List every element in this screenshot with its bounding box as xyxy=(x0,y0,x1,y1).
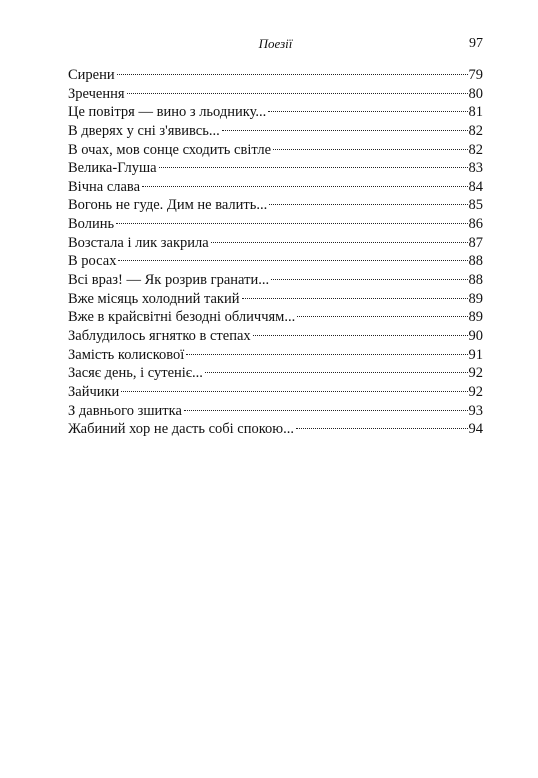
dot-leader xyxy=(271,279,467,280)
toc-entry-title: Замість колискової xyxy=(68,346,185,363)
toc-entry-title: Вже в крайсвітні безодні обличчям... xyxy=(68,309,296,326)
dot-leader xyxy=(269,204,467,205)
page-number: 97 xyxy=(469,36,483,51)
toc-entry-title: В дверях у сні з'явивсь... xyxy=(68,122,220,139)
toc-entry-page: 82 xyxy=(468,141,483,158)
dot-leader xyxy=(273,149,467,150)
toc-entry-page: 88 xyxy=(468,253,483,270)
toc-entry xyxy=(68,66,483,85)
toc-entry-page: 91 xyxy=(468,346,483,363)
toc-entry xyxy=(68,308,483,327)
toc-entry-page: 87 xyxy=(468,234,483,251)
dot-leader xyxy=(297,316,467,317)
toc-entry-title: Вогонь не гуде. Дим не валить... xyxy=(68,197,268,214)
toc-entry-title: В очах, мов сонце сходить світле xyxy=(68,141,272,158)
toc-entry xyxy=(68,85,483,104)
toc-entry xyxy=(68,141,483,160)
toc-entry xyxy=(68,290,483,309)
dot-leader xyxy=(127,93,468,94)
toc-entry-title: В росах xyxy=(68,253,117,270)
dot-leader xyxy=(205,372,468,373)
toc-entry xyxy=(68,420,483,439)
toc-entry xyxy=(68,327,483,346)
dot-leader xyxy=(253,335,468,336)
toc-entry-page: 86 xyxy=(468,216,483,233)
toc-entry xyxy=(68,215,483,234)
toc-entry-page: 84 xyxy=(468,178,483,195)
dot-leader xyxy=(121,391,467,392)
toc-entry-title: Велика-Глуша xyxy=(68,160,157,177)
dot-leader xyxy=(268,111,467,112)
toc-entry xyxy=(68,271,483,290)
toc-entry xyxy=(68,159,483,178)
toc-entry-title: Засяє день, і сутеніє... xyxy=(68,365,203,382)
toc-entry-page: 88 xyxy=(468,272,483,289)
toc-entry-title: Всі враз! — Як розрив гранати... xyxy=(68,272,270,289)
toc-entry xyxy=(68,122,483,141)
toc-entry-page: 80 xyxy=(468,85,483,102)
running-head-title: Поезії xyxy=(258,36,293,51)
toc-entry-title: Вічна слава xyxy=(68,178,141,195)
table-of-contents xyxy=(68,66,483,439)
toc-entry xyxy=(68,196,483,215)
toc-entry xyxy=(68,103,483,122)
toc-entry xyxy=(68,402,483,421)
toc-entry xyxy=(68,234,483,253)
toc-entry-page: 92 xyxy=(468,383,483,400)
toc-entry-page: 92 xyxy=(468,365,483,382)
toc-entry xyxy=(68,346,483,365)
toc-entry-page: 89 xyxy=(468,290,483,307)
toc-entry xyxy=(68,178,483,197)
toc-entry-page: 79 xyxy=(468,67,483,83)
toc-entry xyxy=(68,383,483,402)
dot-leader xyxy=(118,260,467,261)
toc-entry-page: 89 xyxy=(468,309,483,326)
dot-leader xyxy=(242,298,468,299)
dot-leader xyxy=(296,428,467,429)
toc-entry-title: Це повітря — вино з льоднику... xyxy=(68,104,267,121)
toc-entry xyxy=(68,364,483,383)
toc-entry-title: Заблудилось ягнятко в степах xyxy=(68,327,251,344)
toc-entry-title: З давнього зшитка xyxy=(68,402,182,419)
toc-entry-page: 81 xyxy=(468,104,483,121)
toc-entry-title: Сирени xyxy=(68,67,115,83)
toc-entry-page: 94 xyxy=(468,421,483,438)
dot-leader xyxy=(222,130,468,131)
toc-entry-page: 83 xyxy=(468,160,483,177)
dot-leader xyxy=(211,242,468,243)
toc-entry-title: Зайчики xyxy=(68,383,120,400)
toc-entry-title: Вже місяць холодний такий xyxy=(68,290,240,307)
dot-leader xyxy=(117,74,468,75)
dot-leader xyxy=(142,186,467,187)
toc-entry-title: Жабиний хор не дасть собі спокою... xyxy=(68,421,295,438)
toc-entry-title: Возстала і лик закрила xyxy=(68,234,209,251)
toc-entry-title: Волинь xyxy=(68,216,115,233)
toc-entry-page: 85 xyxy=(468,197,483,214)
toc-entry xyxy=(68,252,483,271)
running-head xyxy=(68,36,483,54)
dot-leader xyxy=(159,167,468,168)
toc-entry-page: 82 xyxy=(468,122,483,139)
toc-entry-title: Зречення xyxy=(68,85,125,102)
toc-entry-page: 90 xyxy=(468,327,483,344)
dot-leader xyxy=(184,410,468,411)
toc-entry-page: 93 xyxy=(468,402,483,419)
dot-leader xyxy=(186,354,467,355)
dot-leader xyxy=(116,223,467,224)
